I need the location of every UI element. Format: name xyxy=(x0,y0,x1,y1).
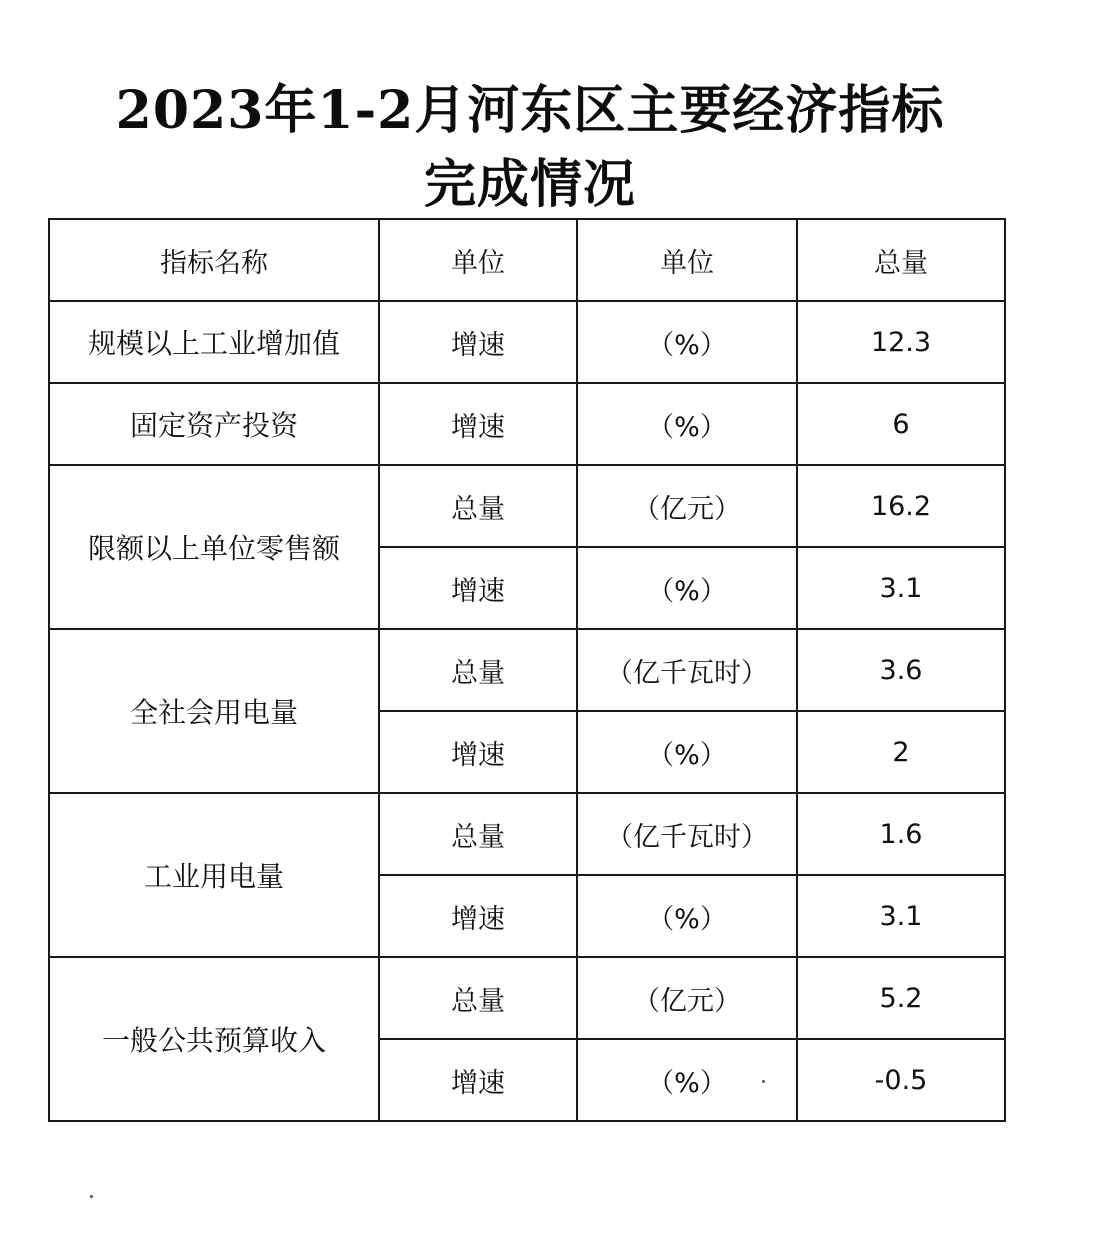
unit-cell: （亿元） xyxy=(577,957,797,1039)
page-title: 2023年1-2月河东区主要经济指标 xyxy=(115,80,945,141)
header-total: 总量 xyxy=(797,219,1005,301)
measure-cell: 增速 xyxy=(379,547,577,629)
measure-cell: 增速 xyxy=(379,383,577,465)
table-row xyxy=(49,957,1005,1039)
table-row xyxy=(49,383,1005,465)
table-row xyxy=(49,629,1005,711)
value-cell: 3.1 xyxy=(797,875,1005,957)
header-indicator-name: 指标名称 xyxy=(49,219,379,301)
indicator-name: 工业用电量 xyxy=(49,793,379,957)
table-header-row xyxy=(49,219,1005,301)
measure-cell: 增速 xyxy=(379,875,577,957)
indicator-name: 固定资产投资 xyxy=(49,383,379,465)
table-row xyxy=(49,301,1005,383)
unit-cell: （亿元） xyxy=(577,465,797,547)
indicator-name: 全社会用电量 xyxy=(49,629,379,793)
measure-cell: 增速 xyxy=(379,301,577,383)
unit-cell: （亿千瓦时） xyxy=(577,629,797,711)
measure-cell: 总量 xyxy=(379,629,577,711)
header-measure: 单位 xyxy=(379,219,577,301)
table-row xyxy=(49,465,1005,547)
value-cell: 3.1 xyxy=(797,547,1005,629)
measure-cell: 增速 xyxy=(379,711,577,793)
scan-speck xyxy=(90,1195,93,1198)
measure-cell: 总量 xyxy=(379,957,577,1039)
indicator-name: 一般公共预算收入 xyxy=(49,957,379,1121)
unit-cell: （亿千瓦时） xyxy=(577,793,797,875)
unit-cell: （%） xyxy=(577,875,797,957)
scan-speck xyxy=(762,1080,765,1083)
value-cell: -0.5 xyxy=(797,1039,1005,1121)
value-cell: 2 xyxy=(797,711,1005,793)
measure-cell: 总量 xyxy=(379,465,577,547)
value-cell: 6 xyxy=(797,383,1005,465)
measure-cell: 总量 xyxy=(379,793,577,875)
table-row xyxy=(49,793,1005,875)
unit-cell: （%） xyxy=(577,1039,797,1121)
page-subtitle: 完成情况 xyxy=(423,154,636,215)
value-cell: 16.2 xyxy=(797,465,1005,547)
unit-cell: （%） xyxy=(577,383,797,465)
indicator-name: 规模以上工业增加值 xyxy=(49,301,379,383)
value-cell: 5.2 xyxy=(797,957,1005,1039)
measure-cell: 增速 xyxy=(379,1039,577,1121)
unit-cell: （%） xyxy=(577,547,797,629)
value-cell: 3.6 xyxy=(797,629,1005,711)
value-cell: 1.6 xyxy=(797,793,1005,875)
indicator-name: 限额以上单位零售额 xyxy=(49,465,379,629)
header-unit: 单位 xyxy=(577,219,797,301)
indicator-table xyxy=(48,218,1006,1122)
value-cell: 12.3 xyxy=(797,301,1005,383)
unit-cell: （%） xyxy=(577,711,797,793)
unit-cell: （%） xyxy=(577,301,797,383)
